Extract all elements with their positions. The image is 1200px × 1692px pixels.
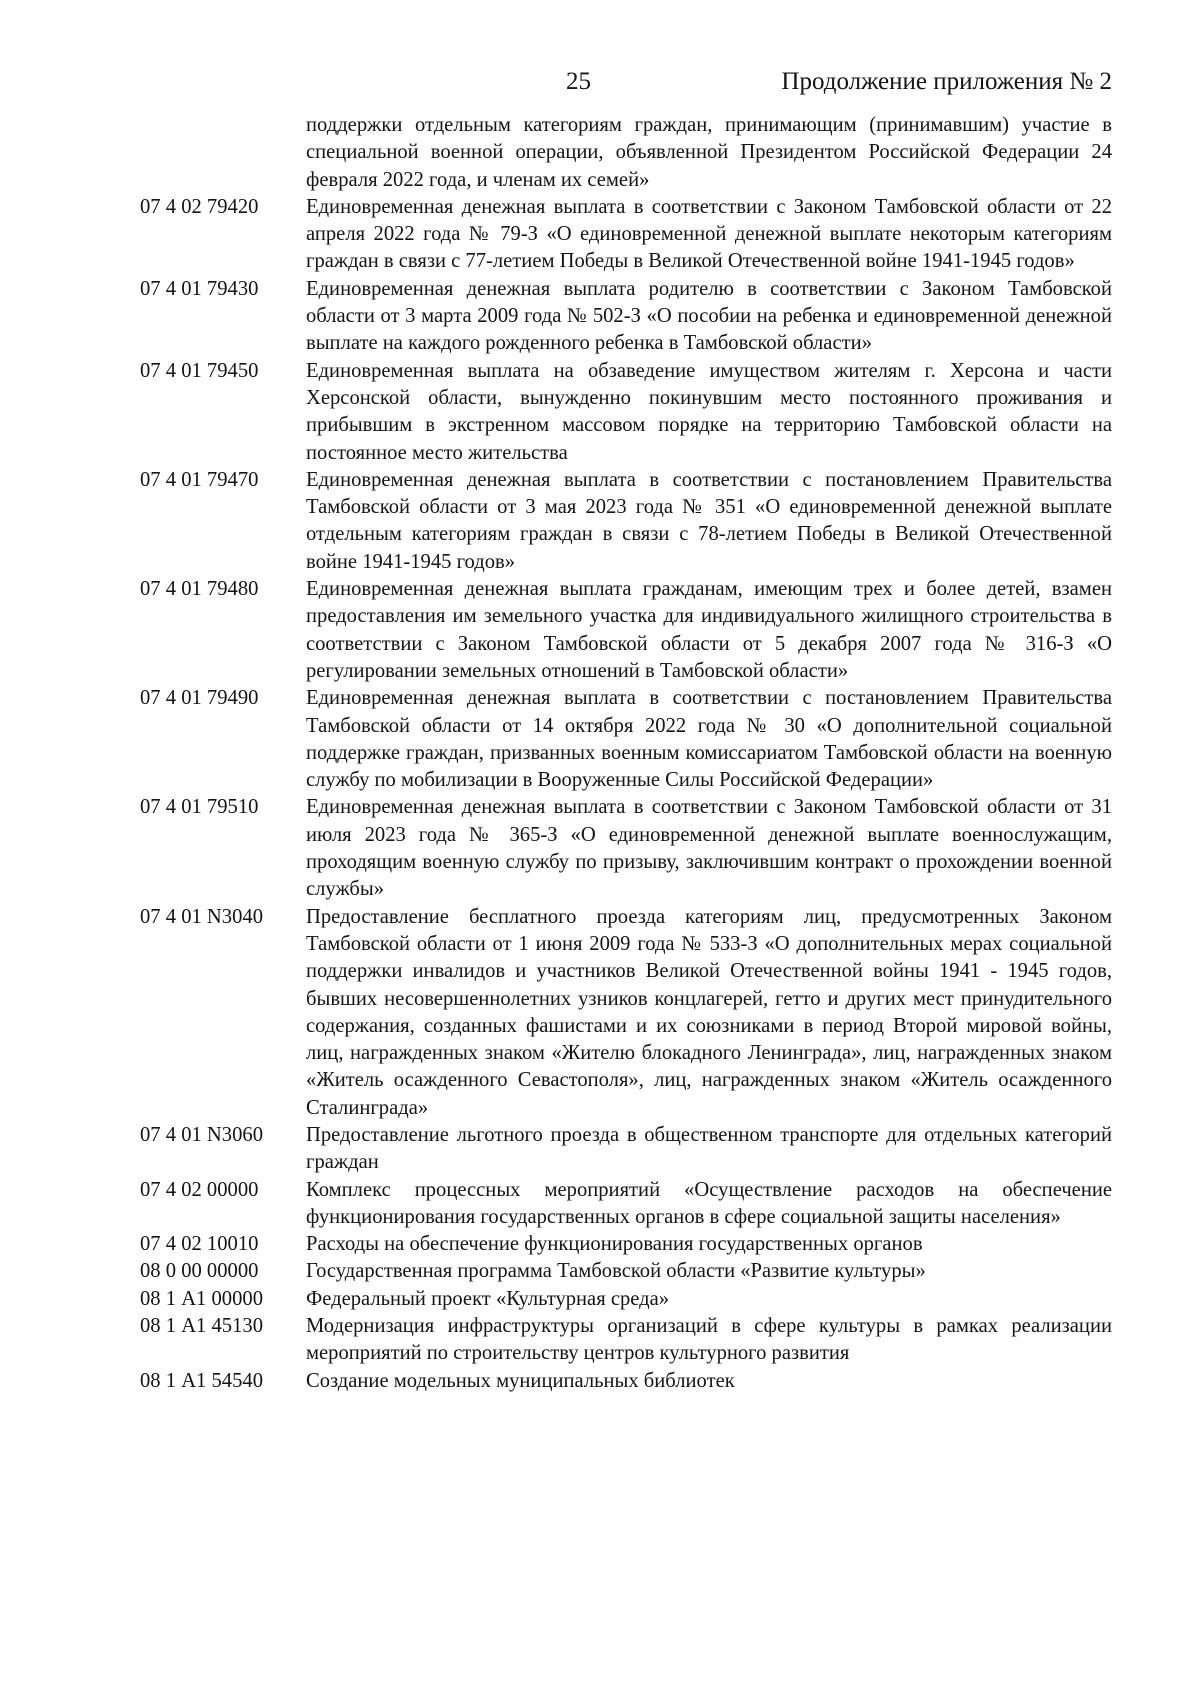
page-number: 25 bbox=[566, 68, 591, 95]
expense-description: Предоставление бесплатного проезда категориям лиц, предусмотренных Законом Тамбовской области от 1 июня 2009 года № 533-З «О дополнительных мерах социальной поддержки инвалидов и участников Великой Отечественной войны 1941 - 1945 годов, бывших несовершеннолетних узников концлагерей, гетто и других мест принудительного содержания, созданных фашистами и их союзниками в период Второй мировой войны, лиц, награжденных знаком «Жителю блокадного Ленинграда», лиц, награжденных знаком «Житель осажденного Севастополя», лиц, награжденных знаком «Житель осажденного Сталинграда» bbox=[306, 905, 1112, 1119]
table-row bbox=[140, 467, 1112, 576]
expense-description: Предоставление льготного проезда в общественном транспорте для отдельных категорий граждан bbox=[306, 1123, 1112, 1174]
budget-code: 07 4 01 79510 bbox=[140, 796, 259, 819]
budget-code: 07 4 02 00000 bbox=[140, 1178, 259, 1201]
expense-description: Единовременная денежная выплата в соответствии с Законом Тамбовской области от 22 апреля 2022 года № 79-З «О единовременной денежной выплате некоторым категориям граждан в связи с 77-летием Победы в Великой Отечественной войне 1941-1945 годов» bbox=[306, 195, 1112, 273]
table-row bbox=[140, 1313, 1112, 1368]
table-row bbox=[140, 194, 1112, 276]
expense-description: Единовременная денежная выплата в соответствии с Законом Тамбовской области от 31 июля 2023 года № 365-З «О единовременной денежной выплате военнослужащим, проходящим военную службу по призыву, заключившим контракт о прохождении военной службы» bbox=[306, 796, 1112, 901]
table-row bbox=[140, 1177, 1112, 1232]
table-row bbox=[140, 112, 1112, 194]
table-row bbox=[140, 1368, 1112, 1395]
table-row bbox=[140, 904, 1112, 1122]
expense-description: Единовременная денежная выплата в соответствии с постановлением Правительства Тамбовской области от 14 октября 2022 года № 30 «О дополнительной социальной поддержке граждан, призванных военным комиссариатом Тамбовской области на военную службу по мобилизации в Вооруженные Силы Российской Федерации» bbox=[306, 687, 1112, 792]
expense-description: Единовременная выплата на обзаведение имуществом жителям г. Херсона и части Херсонской области, вынужденно покинувшим место постоянного проживания и прибывшим в экстренном массовом порядке на территорию Тамбовской области на постоянное место жительства bbox=[306, 359, 1112, 464]
budget-code: 07 4 01 79470 bbox=[140, 468, 259, 491]
expense-description: Модернизация инфраструктуры организаций в сфере культуры в рамках реализации мероприятий по строительству центров культурного развития bbox=[306, 1315, 1112, 1365]
budget-code: 07 4 01 N3040 bbox=[140, 905, 263, 928]
budget-code: 07 4 01 79450 bbox=[140, 359, 259, 382]
budget-code: 07 4 01 N3060 bbox=[140, 1123, 263, 1146]
expense-description: Федеральный проект «Культурная среда» bbox=[306, 1287, 670, 1310]
table-row bbox=[140, 1258, 1112, 1285]
table-row bbox=[140, 794, 1112, 903]
table-row bbox=[140, 276, 1112, 358]
budget-code: 08 1 А1 00000 bbox=[140, 1287, 263, 1310]
table-row bbox=[140, 1122, 1112, 1177]
budget-code: 07 4 01 79490 bbox=[140, 687, 259, 710]
budget-code: 07 4 02 10010 bbox=[140, 1233, 259, 1256]
expense-description: Государственная программа Тамбовской области «Развитие культуры» bbox=[306, 1260, 926, 1283]
budget-code: 08 1 А1 45130 bbox=[140, 1315, 263, 1338]
table-row bbox=[140, 576, 1112, 685]
budget-code: 08 1 А1 54540 bbox=[140, 1369, 263, 1392]
expense-description: Комплекс процессных мероприятий «Осуществление расходов на обеспечение функционирования государственных органов в сфере социальной защиты населения» bbox=[306, 1178, 1112, 1228]
table-row bbox=[140, 1231, 1112, 1258]
expense-description: Создание модельных муниципальных библиотек bbox=[306, 1369, 735, 1392]
expense-description: Единовременная денежная выплата гражданам, имеющим трех и более детей, взамен предоставления им земельного участка для индивидуального жилищного строительства в соответствии с Законом Тамбовской области от 5 декабря 2007 года № 316-З «О регулировании земельных отношений в Тамбовской области» bbox=[306, 578, 1112, 682]
table-row bbox=[140, 685, 1112, 794]
budget-code: 07 4 01 79430 bbox=[140, 277, 259, 300]
table-row bbox=[140, 1286, 1112, 1313]
budget-code: 07 4 01 79480 bbox=[140, 578, 259, 601]
expense-description: поддержки отдельным категориям граждан, принимающим (принимавшим) участие в специальной военной операции, объявленной Президентом Российской Федерации 24 февраля 2022 года, и членам их семей» bbox=[306, 114, 1112, 191]
expense-description: Единовременная денежная выплата в соответствии с постановлением Правительства Тамбовской области от 3 мая 2023 года № 351 «О единовременной денежной выплате отдельным категориям граждан в связи с 78-летием Победы в Великой Отечественной войне 1941-1945 годов» bbox=[306, 468, 1112, 573]
classification-table bbox=[140, 112, 1112, 1395]
expense-description: Расходы на обеспечение функционирования государственных органов bbox=[306, 1233, 923, 1256]
page-header bbox=[0, 68, 1200, 104]
budget-code: 08 0 00 00000 bbox=[140, 1260, 259, 1283]
continuation-title: Продолжение приложения № 2 bbox=[781, 68, 1112, 95]
table-row bbox=[140, 358, 1112, 467]
expense-description: Единовременная денежная выплата родителю в соответствии с Законом Тамбовской области от 3 марта 2009 года № 502-З «О пособии на ребенка и единовременной денежной выплате на каждого рожденного ребенка в Тамбовской области» bbox=[306, 277, 1112, 355]
budget-code bbox=[140, 112, 306, 194]
budget-code: 07 4 02 79420 bbox=[140, 195, 259, 218]
